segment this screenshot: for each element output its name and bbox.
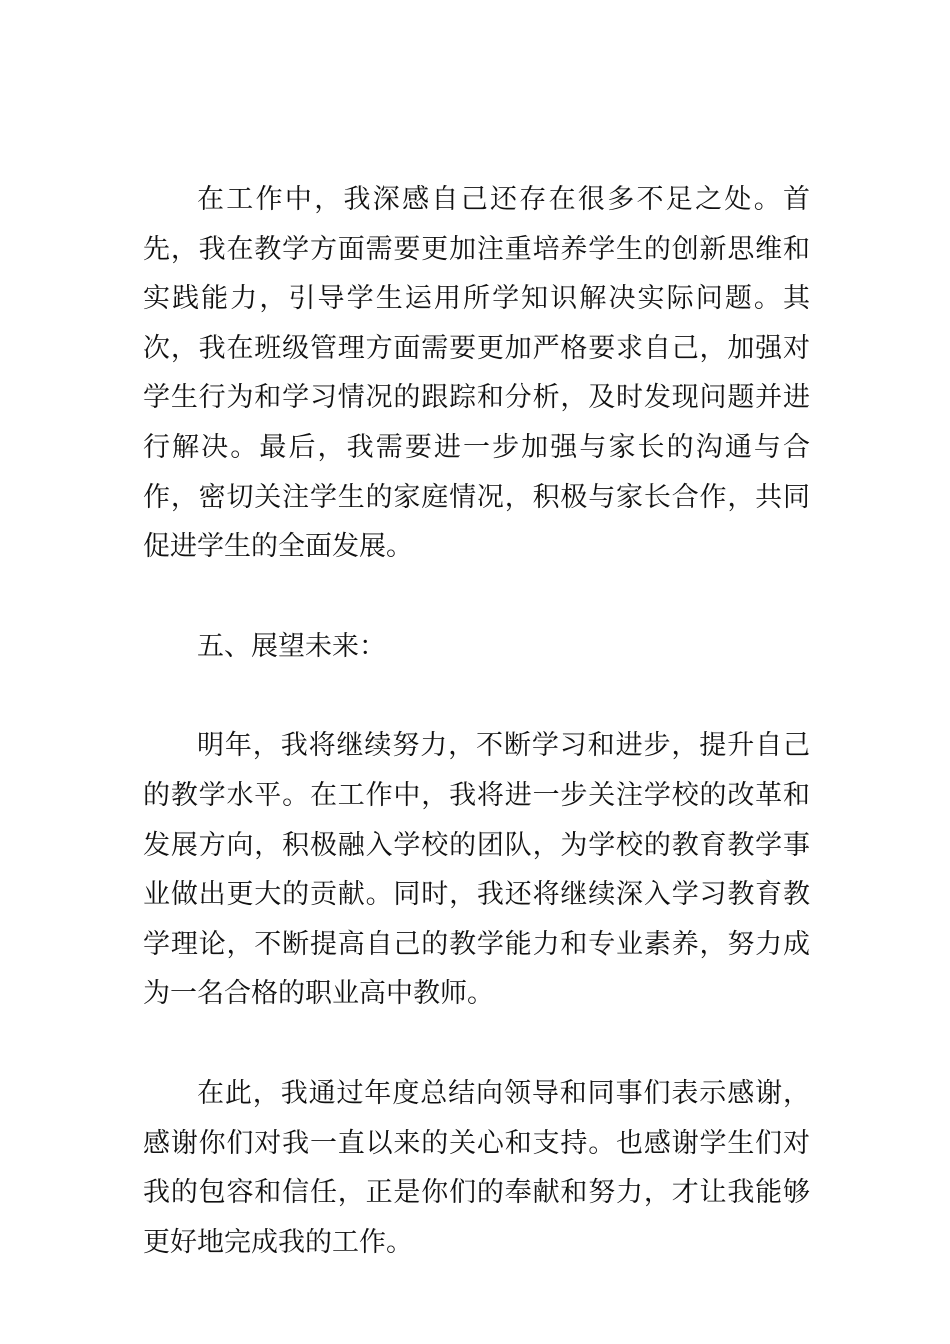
paragraph-thanks: 在此，我通过年度总结向领导和同事们表示感谢，感谢你们对我一直以来的关心和支持。也感谢学生们对我的包容和信任，正是你们的奉献和努力，才让我能够更好地完成我的工作。 — [143, 1077, 810, 1258]
paragraph-future-plans: 明年，我将继续努力，不断学习和进步，提升自己的教学水平。在工作中，我将进一步关注学校的改革和发展方向，积极融入学校的团队，为学校的教育教学事业做出更大的贡献。同时，我还将继续深入学习教育教学理论，不断提高自己的教学能力和专业素养，努力成为一名合格的职业高中教师。 — [143, 730, 810, 1010]
paragraph-gap — [143, 1019, 810, 1069]
paragraph-gap — [143, 572, 810, 622]
paragraph-gap — [143, 671, 810, 721]
paragraph-shortcomings: 在工作中，我深感自己还存在很多不足之处。首先，我在教学方面需要更加注重培养学生的创新思维和实践能力，引导学生运用所学知识解决实际问题。其次，我在班级管理方面需要更加严格要求自己，加强对学生行为和学习情况的跟踪和分析，及时发现问题并进行解决。最后，我需要进一步加强与家长的沟通与合作，密切关注学生的家庭情况，积极与家长合作，共同促进学生的全面发展。 — [143, 184, 810, 563]
section-heading-outlook: 五、展望未来： — [197, 630, 386, 662]
document-body — [143, 175, 810, 1267]
